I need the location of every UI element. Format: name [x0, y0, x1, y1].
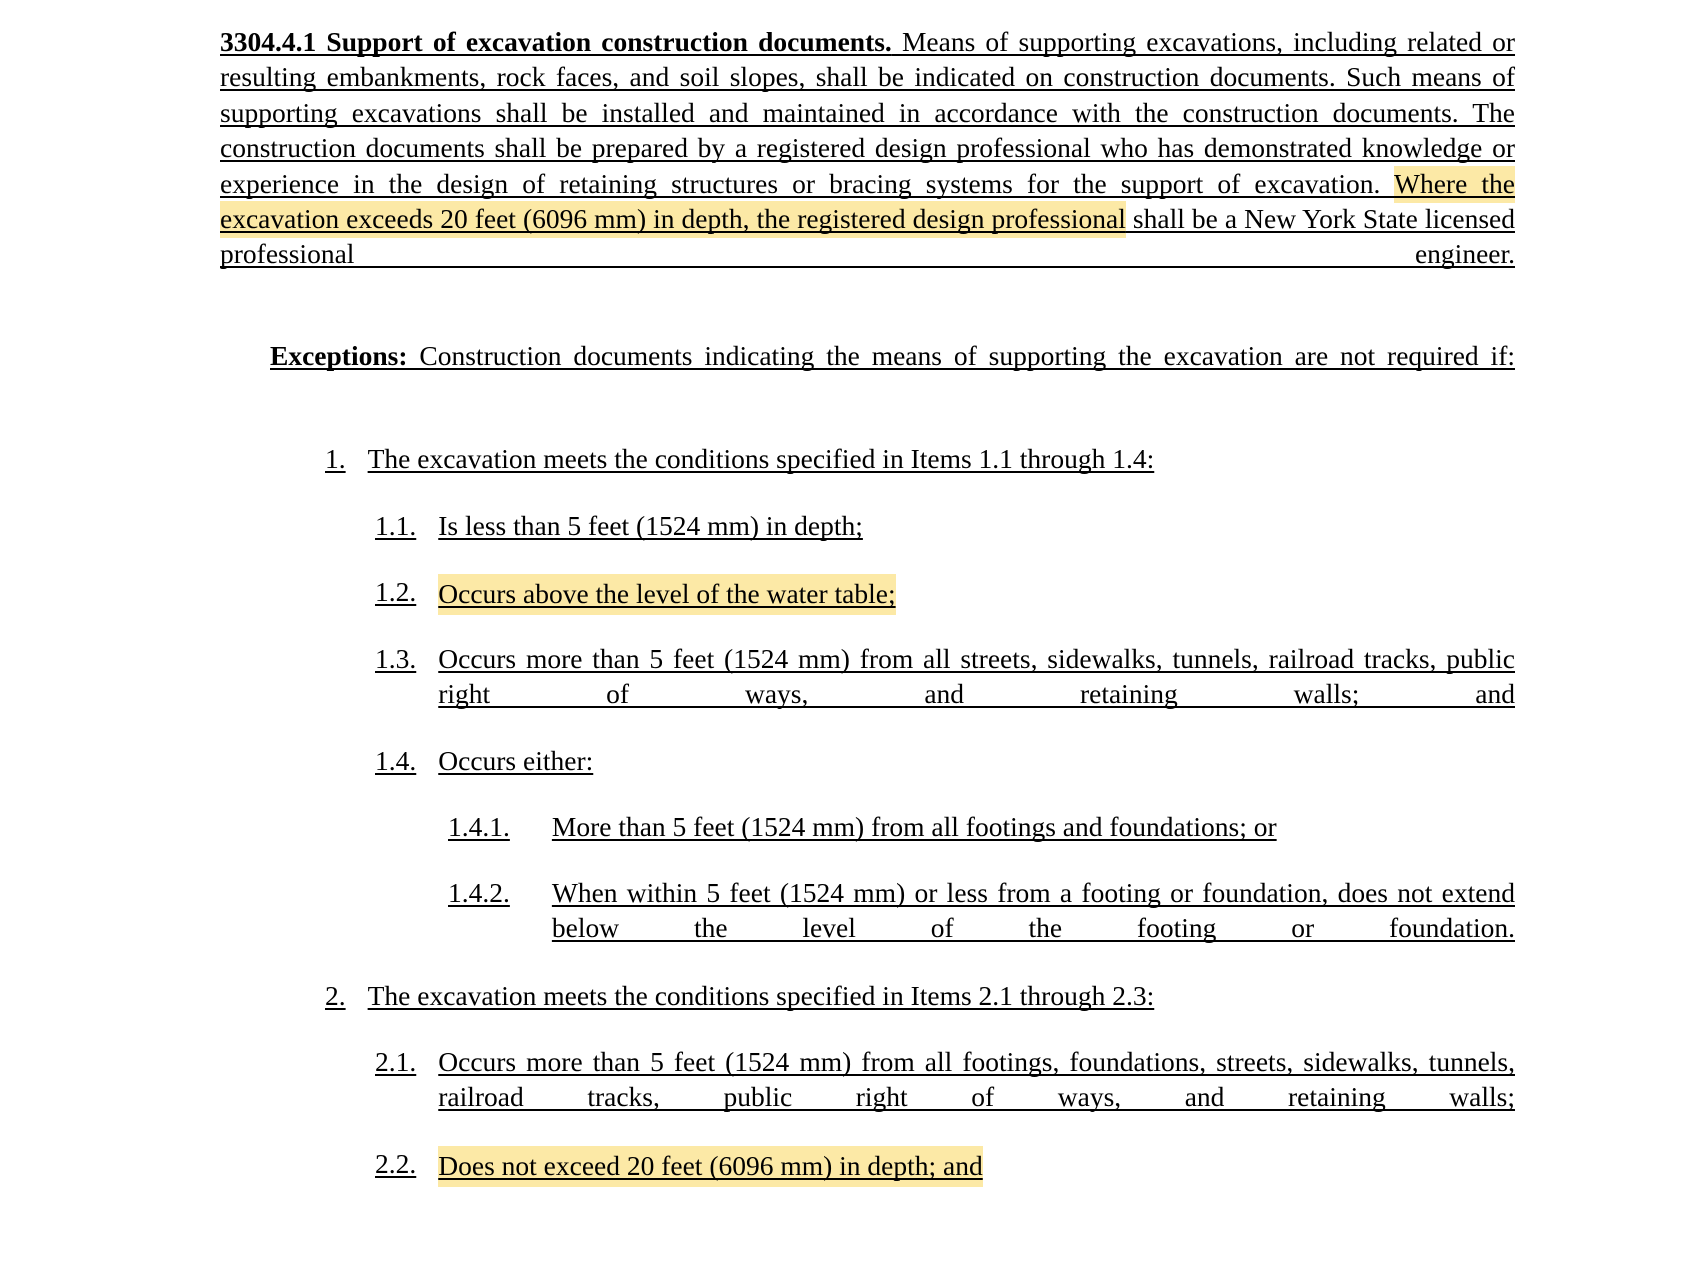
- list-item-number: 1.1.: [375, 510, 417, 541]
- list-item-2: [325, 978, 1515, 1013]
- list-item-number: 1.4.2.: [448, 877, 510, 908]
- section-body-before-highlight: Means of supporting excavations, including related or resulting embankments, rock faces, and soil slopes, shall be indicated on construction documents. Such means of supporting excavations shall be installed and maintained in accordance with the construction documents. The construction documents shall be prepared by a registered design professional who has demonstrated knowledge or experience in the design of retaining structures or bracing systems for the support of excavation.: [220, 26, 1516, 199]
- list-item-text: Occurs more than 5 feet (1524 mm) from all footings, foundations, streets, sidewalks, tunnels, railroad tracks, public right of ways, and retaining walls;: [438, 1046, 1515, 1113]
- list-item-number: 2.1.: [375, 1046, 417, 1077]
- list-item-text: Occurs more than 5 feet (1524 mm) from all streets, sidewalks, tunnels, railroad tracks, public right of ways, and retaining walls; and: [438, 643, 1515, 710]
- list-item-2-2: [375, 1146, 1515, 1187]
- list-item-number: 1.4.1.: [448, 811, 510, 842]
- list-item-text-highlighted: Does not exceed 20 feet (6096 mm) in depth; and: [438, 1146, 983, 1187]
- list-item-1-1: [375, 508, 1515, 543]
- list-item-number: 1.3.: [375, 643, 417, 674]
- list-item-number: 1.2.: [375, 576, 417, 607]
- exceptions-lead-text: Construction documents indicating the means of supporting the excavation are not required if:: [407, 340, 1515, 371]
- list-item-text: Occurs either:: [438, 745, 594, 776]
- list-item-1-2: [375, 574, 1515, 615]
- list-item-1-4: [375, 743, 1515, 778]
- list-item-1-3: [375, 641, 1515, 747]
- section-heading: 3304.4.1 Support of excavation construction documents.: [220, 26, 892, 57]
- list-item-text-highlighted: Occurs above the level of the water table;: [438, 574, 895, 615]
- list-item-text: Is less than 5 feet (1524 mm) in depth;: [438, 510, 863, 541]
- list-item-number: 1.4.: [375, 745, 417, 776]
- list-item-1: [325, 441, 1515, 512]
- list-item-text: The excavation meets the conditions specified in Items 1.1 through 1.4:: [367, 443, 1155, 474]
- section-3304-4-1-paragraph: [220, 24, 1515, 307]
- list-item-number: 2.: [325, 980, 346, 1011]
- section-highlighted-clause: Where the excavation exceeds 20 feet (6096 mm) in depth, the registered design professional: [220, 166, 1515, 238]
- list-item-1-4-1: [448, 809, 1515, 844]
- list-item-2-1: [375, 1044, 1515, 1150]
- section-body-after-highlight: shall be a New York State licensed professional engineer.: [220, 203, 1515, 270]
- list-item-number: 2.2.: [375, 1148, 417, 1179]
- exceptions-paragraph: [270, 338, 1515, 409]
- list-item-text: The excavation meets the conditions specified in Items 2.1 through 2.3:: [367, 980, 1155, 1011]
- list-item-1-4-2: [448, 875, 1515, 981]
- list-item-number: 1.: [325, 443, 346, 474]
- list-item-text: When within 5 feet (1524 mm) or less from a footing or foundation, does not extend below the level of the footing or foundation.: [551, 877, 1515, 944]
- list-item-text: More than 5 feet (1524 mm) from all footings and foundations; or: [551, 811, 1277, 842]
- exceptions-label: Exceptions:: [270, 340, 408, 371]
